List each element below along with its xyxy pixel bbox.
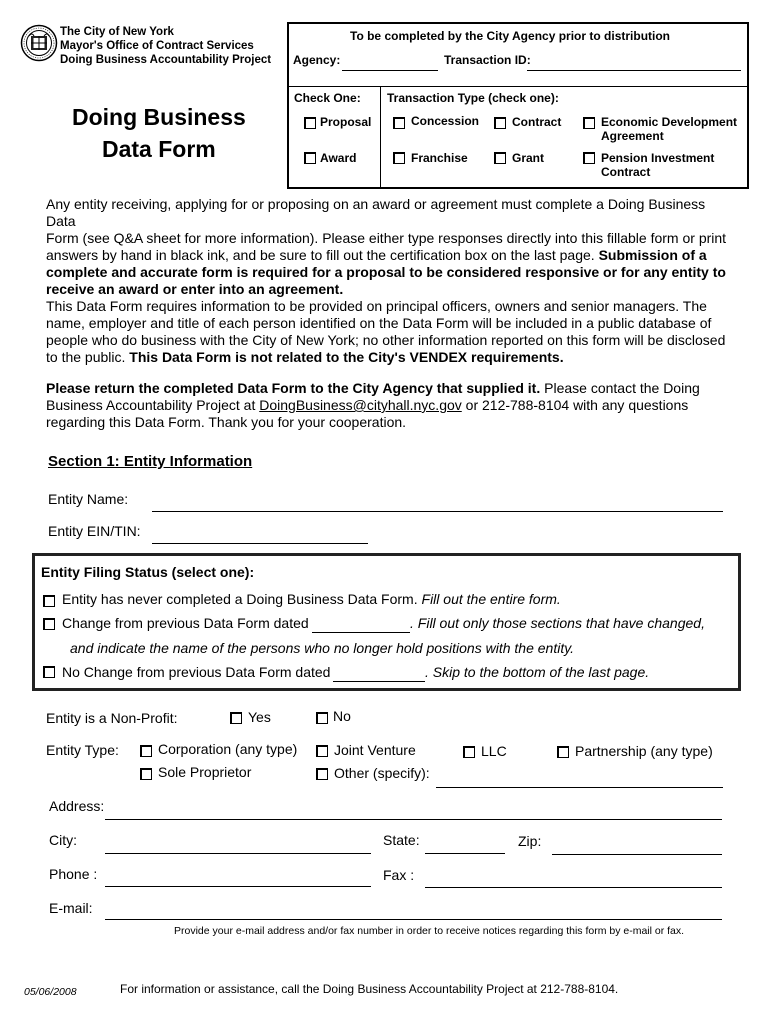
other-specify-field[interactable] (436, 787, 723, 788)
transaction-type-label: Transaction Type (check one): (387, 91, 559, 105)
partnership-checkbox[interactable] (557, 746, 569, 758)
other-checkbox[interactable] (316, 768, 328, 780)
fax-field[interactable] (425, 887, 722, 888)
form-title-line2: Data Form (102, 136, 216, 162)
entity-name-label: Entity Name: (48, 491, 129, 507)
intro-p2-line4a: to the public. (46, 349, 130, 365)
never-completed-instruction: Fill out the entire form. (421, 591, 561, 607)
intro-p1-line3a: answers by hand in black ink, and be sure to fill out the certification box on the last page. (46, 247, 599, 263)
no-change-date-field[interactable] (333, 681, 425, 682)
joint-venture-checkbox[interactable] (316, 745, 328, 757)
intro-p1-line4: complete and accurate form is required for a proposal to be considered responsive or for any entity to (46, 264, 726, 280)
econ-dev-checkbox[interactable] (583, 117, 595, 129)
intro-p3-line1b: Please contact the Doing (540, 380, 700, 396)
intro-p3-line2 (46, 397, 736, 414)
transaction-id-label: Transaction ID: (444, 53, 531, 67)
entity-name-field[interactable] (152, 511, 723, 512)
intro-p3-line1a: Please return the completed Data Form to the City Agency that supplied it. (46, 380, 541, 396)
section1-title: Section 1: Entity Information (48, 453, 253, 470)
corporation-label: Corporation (any type) (158, 741, 298, 757)
org-office: Mayor's Office of Contract Services (60, 40, 254, 52)
franchise-checkbox[interactable] (393, 152, 405, 164)
address-field[interactable] (105, 819, 722, 820)
nonprofit-yes-checkbox[interactable] (230, 712, 242, 724)
agency-box-heading: To be completed by the City Agency prior to distribution (350, 29, 671, 43)
intro-p2-line2: name, employer and title of each person identified on the Data Form will be included in a public database of (46, 315, 712, 331)
econ-dev-label-2: Agreement (601, 129, 664, 143)
intro-p3-line1 (46, 380, 736, 397)
phone-field[interactable] (105, 886, 371, 887)
zip-label: Zip: (518, 833, 542, 849)
intro-p2-line3: people who do business with the City of New York; no other information reported on this form will be disclosed (46, 332, 726, 348)
partnership-label: Partnership (any type) (575, 743, 713, 759)
form-title-line1: Doing Business (72, 104, 246, 130)
transaction-id-field[interactable] (527, 70, 741, 71)
agency-field[interactable] (342, 70, 438, 71)
pension-label-1: Pension Investment (601, 151, 715, 165)
intro-p2-line4b: This Data Form is not related to the City's VENDEX requirements. (129, 349, 564, 365)
nonprofit-yes-label: Yes (248, 709, 271, 725)
city-field[interactable] (105, 853, 371, 854)
check-one-divider (380, 86, 381, 187)
intro-paragraph-3 (46, 380, 736, 431)
never-completed-checkbox[interactable] (43, 595, 55, 607)
email-field[interactable] (105, 919, 722, 920)
franchise-label: Franchise (411, 151, 468, 165)
state-field[interactable] (425, 853, 505, 854)
city-seal-logo (20, 24, 58, 62)
pension-label-2: Contract (601, 165, 651, 179)
agency-label: Agency: (293, 53, 341, 67)
never-completed-text: Entity has never completed a Doing Business Data Form. (62, 591, 422, 607)
footer-info: For information or assistance, call the Doing Business Accountability Project at 212-788-8104. (120, 982, 619, 996)
pension-checkbox[interactable] (583, 152, 595, 164)
org-project: Doing Business Accountability Project (60, 54, 272, 66)
no-change-text: No Change from previous Data Form dated (62, 664, 331, 680)
phone-label: Phone : (49, 866, 98, 882)
changed-instruction: . Fill out only those sections that have changed, (410, 615, 705, 631)
joint-venture-label: Joint Venture (334, 742, 416, 758)
corporation-checkbox[interactable] (140, 745, 152, 757)
intro-p2-line4 (46, 349, 736, 366)
zip-field[interactable] (552, 854, 722, 855)
address-label: Address: (49, 798, 105, 814)
changed-instruction-2: and indicate the name of the persons who no longer hold positions with the entity. (70, 640, 575, 656)
nonprofit-label: Entity is a Non-Profit: (46, 710, 178, 726)
entity-type-label: Entity Type: (46, 742, 119, 758)
intro-p1-line3b: Submission of a (598, 247, 707, 263)
award-checkbox[interactable] (304, 152, 316, 164)
agency-box-divider (289, 86, 747, 87)
contact-email-link[interactable]: DoingBusiness@cityhall.nyc.gov (259, 397, 462, 413)
nonprofit-no-checkbox[interactable] (316, 712, 328, 724)
never-completed-option (62, 591, 561, 607)
proposal-label: Proposal (320, 115, 372, 129)
form-date: 05/06/2008 (24, 986, 77, 998)
intro-p1-line5: receive an award or enter into an agreement. (46, 281, 344, 297)
sole-proprietor-checkbox[interactable] (140, 768, 152, 780)
sole-proprietor-label: Sole Proprietor (158, 764, 252, 780)
email-note: Provide your e-mail address and/or fax number in order to receive notices regarding this form by e-mail or fax. (174, 925, 685, 937)
email-label: E-mail: (49, 900, 93, 916)
fax-label: Fax : (383, 867, 415, 883)
intro-paragraph-2 (46, 298, 736, 366)
llc-checkbox[interactable] (463, 746, 475, 758)
check-one-label: Check One: (294, 91, 361, 105)
intro-p3-line3: regarding this Data Form. Thank you for your cooperation. (46, 414, 407, 430)
concession-checkbox[interactable] (393, 117, 405, 129)
nonprofit-no-label: No (333, 708, 351, 724)
changed-text: Change from previous Data Form dated (62, 615, 309, 631)
no-change-instruction: . Skip to the bottom of the last page. (425, 664, 650, 680)
intro-p1-line1: Any entity receiving, applying for or proposing on an award or agreement must complete a Doing Business Data (46, 196, 706, 229)
state-label: State: (383, 832, 420, 848)
intro-p1-line2: Form (see Q&A sheet for more information). Please either type responses directly into this fillable form or print (46, 230, 727, 246)
grant-label: Grant (512, 151, 545, 165)
entity-ein-label: Entity EIN/TIN: (48, 523, 141, 539)
intro-p2-line1: This Data Form requires information to be provided on principal officers, owners and senior managers. The (46, 298, 707, 314)
changed-checkbox[interactable] (43, 618, 55, 630)
changed-date-field[interactable] (312, 632, 410, 633)
contract-checkbox[interactable] (494, 117, 506, 129)
intro-paragraph-1 (46, 196, 736, 298)
intro-p1-line3 (46, 247, 736, 264)
econ-dev-label-1: Economic Development (601, 115, 738, 129)
contract-label: Contract (512, 115, 562, 129)
org-name: The City of New York (60, 26, 174, 38)
award-label: Award (320, 151, 357, 165)
city-label: City: (49, 832, 77, 848)
concession-label: Concession (411, 114, 480, 128)
grant-checkbox[interactable] (494, 152, 506, 164)
entity-ein-field[interactable] (152, 543, 368, 544)
llc-label: LLC (481, 743, 507, 759)
proposal-checkbox[interactable] (304, 117, 316, 129)
filing-status-title: Entity Filing Status (select one): (41, 564, 255, 580)
no-change-checkbox[interactable] (43, 666, 55, 678)
intro-p3-line2a: Business Accountability Project at (46, 397, 260, 413)
other-label: Other (specify): (334, 765, 430, 781)
intro-p3-line2b: or 212-788-8104 with any questions (461, 397, 689, 413)
